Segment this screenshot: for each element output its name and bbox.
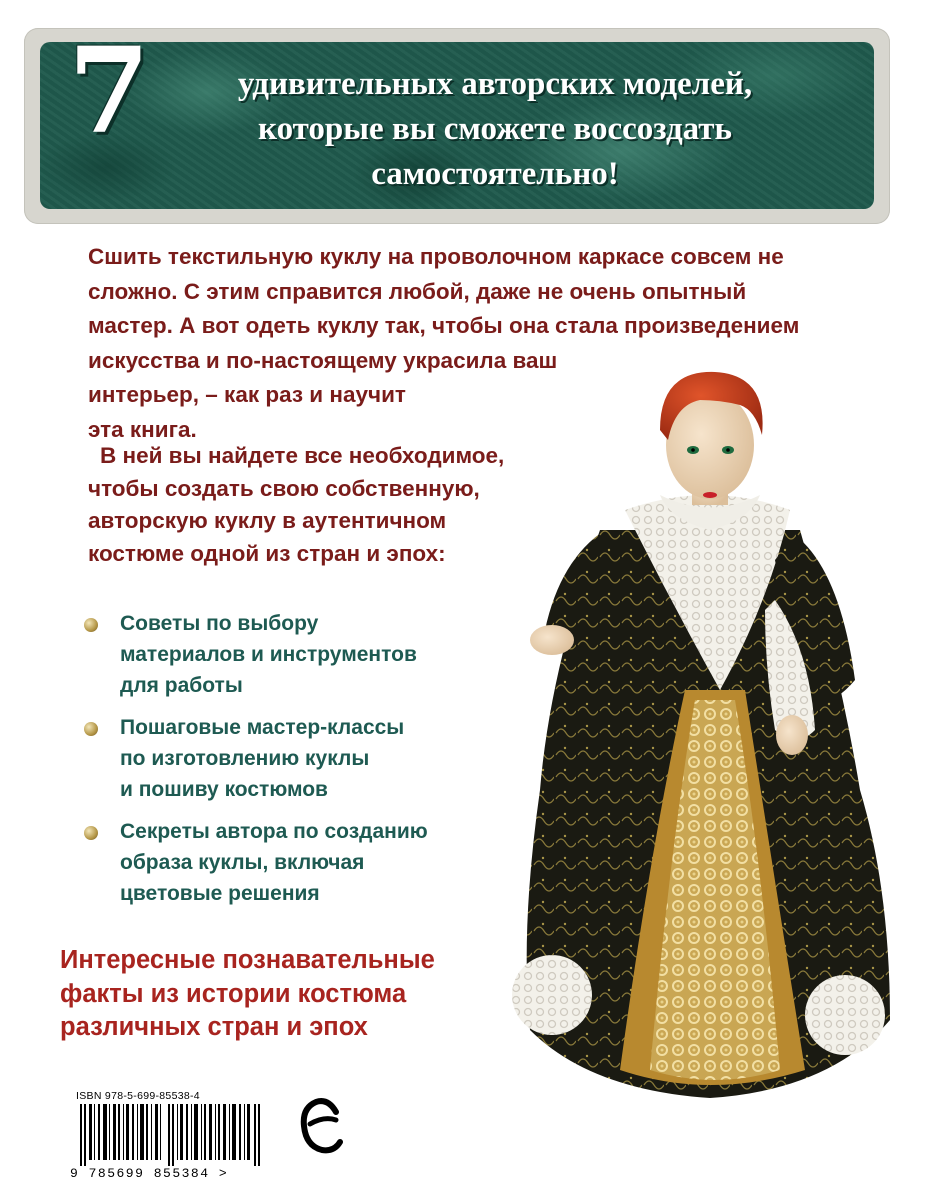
bullet-dot-icon [84, 722, 98, 736]
banner-number: 7 [68, 21, 151, 160]
bullet-line: Секреты автора по созданию [120, 820, 428, 843]
bullet-line: цветовые решения [120, 882, 320, 905]
bullet-dot-icon [84, 618, 98, 632]
bullet-line: и пошиву костюмов [120, 778, 328, 801]
intro-line: сложно. С этим справится любой, даже не очень опытный [88, 278, 747, 304]
banner-line: самостоятельно! [371, 156, 619, 192]
bullet-item [84, 816, 504, 909]
doll-illustration [510, 370, 910, 1170]
banner-line: которые вы сможете воссоздать [258, 111, 732, 147]
bullet-line: Советы по выбору [120, 612, 319, 635]
intro-line: Сшить текстильную куклу на проволочном каркасе совсем не [88, 244, 784, 269]
intro-line: мастер. А вот одеть куклу так, чтобы она стала произведением [88, 313, 800, 338]
facts-line: различных стран и эпох [60, 1013, 368, 1041]
bullet-item [84, 712, 504, 805]
para-line: чтобы создать свою собственную, [88, 475, 480, 501]
bullet-line: для работы [120, 674, 243, 697]
facts-line: факты из истории костюма [60, 979, 407, 1008]
barcode-bars [80, 1104, 270, 1166]
para-line: авторскую куклу в аутентичном [88, 508, 447, 533]
bullet-line: материалов и инструментов [120, 643, 417, 666]
bullet-line: по изготовлению куклы [120, 747, 370, 770]
banner-headline [150, 62, 840, 197]
facts-callout [60, 944, 540, 1045]
bullet-list [84, 608, 504, 920]
barcode-digits: 9 785699 855384 > [70, 1166, 229, 1181]
intro-line: эта книга. [88, 416, 197, 442]
bullet-item [84, 608, 504, 701]
facts-line: Интересные познавательные [60, 946, 435, 974]
barcode [70, 1104, 280, 1166]
banner-line: удивительных авторских моделей, [237, 66, 753, 102]
para-line: В ней вы найдете все необходимое, [100, 443, 505, 468]
bullet-dot-icon [84, 826, 98, 840]
bullet-line: образа куклы, включая [120, 851, 365, 874]
publisher-logo-icon [296, 1090, 346, 1162]
intro-line: интерьер, – как раз и научит [88, 382, 406, 407]
intro-line: искусства и по-настоящему украсила ваш [88, 347, 558, 373]
isbn-label: ISBN 978-5-699-85538-4 [76, 1090, 200, 1102]
para-line: костюме одной из стран и эпох: [88, 540, 446, 566]
bullet-line: Пошаговые мастер-классы [120, 716, 405, 739]
